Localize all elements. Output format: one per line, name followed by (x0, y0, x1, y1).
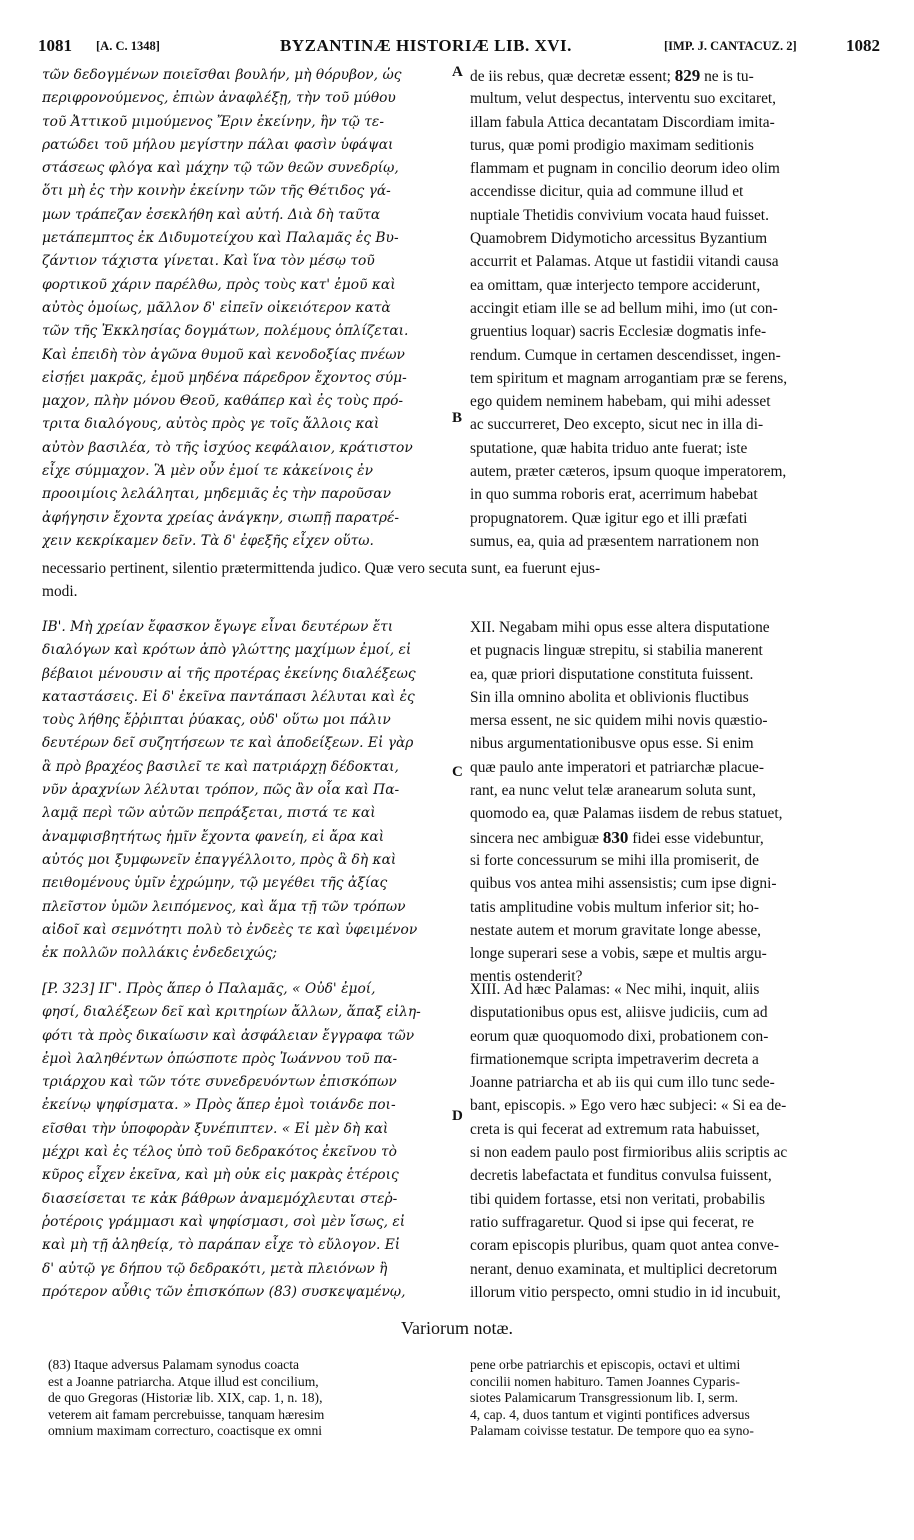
latin-line: bant, episcopis. » Ego vero hæc subjeci: « Si ea de- (470, 1097, 787, 1115)
page-number-left: 1081 (38, 36, 72, 55)
latin-line: ac succurreret, Deo excepto, sicut nec in illa di- (470, 416, 764, 434)
greek-column-section-3 (42, 978, 447, 1304)
latin-line: mersa essent, ne sic quidem mihi novis quæstio- (470, 712, 768, 730)
latin-line: disputationibus opus est, aliisve judiciis, cum ad (470, 1004, 768, 1022)
greek-line: ἀφήγησιν ἔχοντα χρείας ἀνάγκην, σιωπῇ παρατρέ- (42, 509, 400, 526)
greek-line: φορτικοῦ χάριν παρέλθω, πρὸς τοὺς κατ' ἐμοῦ καὶ (42, 276, 396, 293)
latin-line: nuptiale Thetidis convivium vocata haud fuisset. (470, 206, 769, 224)
note-line: (83) Itaque adversus Palamam synodus coacta (48, 1357, 300, 1372)
greek-line: αὐτός μοι ξυμφωνεῖν ἐπαγγέλλοιτο, πρὸς ἃ δὴ καὶ (42, 851, 397, 868)
latin-line: si forte concessurum se mihi illa promiserit, de (470, 851, 759, 869)
section-marker-b: B (452, 410, 463, 426)
greek-line: διασείσεται τε κἀκ βάθρων ἀναμεμόχλευται στεῤ- (42, 1190, 398, 1207)
latin-text: fidei esse videbuntur, (632, 829, 764, 847)
latin-text: de iis rebus, quæ decretæ essent; (470, 68, 671, 85)
page-title: BYZANTINÆ HISTORIÆ LIB. XVI. (280, 36, 572, 55)
notes-heading: Variorum notæ. (401, 1318, 513, 1338)
latin-line: flammam et pugnam in concilio deorum ideo olim (470, 160, 780, 178)
greek-line: μων τράπεζαν ἐσεκλήθη καὶ αὐτή. Διὰ δὴ ταῦτα (42, 206, 381, 223)
latin-line: nerant, denuo examinata, et multiplici decretorum (470, 1260, 778, 1278)
latin-line: longe superari sese a vobis, sæpe et multis argu- (470, 945, 767, 963)
greek-line: πειθομένους ὑμῖν ἐχρώμην, τῷ μεγέθει τῆς ἀξίας (42, 875, 388, 892)
column-number: 829 (674, 66, 701, 85)
greek-line: καὶ μὴ τῇ ἀληθείᾳ, τὸ παράπαν εἶχε τὸ εὔλογον. Εἰ (42, 1237, 401, 1254)
note-line: de quo Gregoras (Historiæ lib. XIX, cap. 1, n. 18), (48, 1390, 323, 1405)
latin-line: quomodo ea, quæ Palamas iisdem de rebus statuet, (470, 805, 783, 823)
note-line: Palamam coivisse testatur. De tempore quo ea syno- (470, 1423, 754, 1438)
latin-line: Sin illa omnino abolita et oblivionis fluctibus (470, 688, 749, 706)
latin-line: autem, præter cæteros, ipsum quoque imperatorem, (470, 463, 787, 481)
latin-line: nestate autem et morum gravitate longe abesse, (470, 921, 762, 939)
latin-line: in quo summa roboris erat, acerrimum habebat (470, 486, 758, 504)
greek-line: ὅτι μὴ ἐς τὴν κοινὴν ἐκείνην τῶν τῆς Θέτιδος γά- (42, 183, 391, 200)
latin-line: tem spiritum et magnam arrogantiam præ se ferens, (470, 369, 788, 387)
note-line: 4, cap. 4, duos tantum et viginti pontifices adversus (470, 1406, 750, 1422)
greek-line: αὐτὸν βασιλέα, τὸ τῆς ἰσχύος κεφάλαιον, κράτιστον (42, 439, 413, 456)
notes-right-column (470, 1357, 880, 1440)
greek-line: βέβαιοι μένουσιν αἱ τῆς προτέρας ἐκείνης διαλέξεως (42, 665, 416, 682)
latin-line: rendum. Cumque in certamen descendisset, ingen- (470, 346, 781, 364)
note-line: omnium maximam correcturo, coactisque ex omni (48, 1423, 323, 1438)
greek-line: διαλόγων καὶ κρότων ἀπὸ γλώττης μαχίμων ἐμοί, εἰ (42, 642, 412, 659)
latin-line: ego quidem neminem habebam, qui mihi adesset (470, 393, 771, 411)
note-line: siotes Palamicarum Transgressionum lib. I, serm. (470, 1390, 739, 1405)
full-width-line: modi. (42, 583, 78, 600)
section-marker-a: A (452, 64, 463, 80)
latin-line: tibi quidem fortasse, etsi non veritati, probabilis (470, 1190, 765, 1208)
greek-line: καταστάσεις. Εἰ δ' ἐκεῖνα παντάπασι λέλυται καὶ ἐς (42, 688, 415, 705)
latin-column-section-2 (470, 616, 880, 989)
latin-line: mentis ostenderit? (470, 968, 583, 986)
greek-line: τῶν δεδογμένων ποιεῖσθαι βουλήν, μὴ θόρυβον, ὡς (42, 67, 402, 83)
latin-line: ratio suffragaretur. Quod si ipse qui fecerat, re (470, 1213, 754, 1231)
greek-line: τοὺς λήθης ἔῤῥιπται ῥύακας, οὐδ' οὕτω μοι πάλιν (42, 712, 391, 729)
latin-column-section-3 (470, 978, 880, 1304)
latin-line (470, 826, 880, 849)
greek-line: ἐκ πολλῶν πολλάκις ἐνδεδειχώς; (42, 945, 278, 962)
note-line: concilii nomen habituro. Tamen Joannes Cyparis- (470, 1373, 740, 1389)
greek-line: αὐτὸς ὁμοίως, μᾶλλον δ' εἰπεῖν οἰκειότερον κατὰ (42, 299, 391, 316)
latin-line: ea, quæ priori disputatione constituta fuissent. (470, 665, 754, 683)
latin-line: illam fabula Attica decantatam Discordiam imita- (470, 113, 775, 131)
latin-line: accendisse dicitur, quia ad commune illud et (470, 183, 744, 201)
latin-line: Quamobrem Didymoticho arcessitus Byzantium (470, 230, 768, 248)
greek-line: μαχον, πλὴν μόνου Θεοῦ, καθάπερ καὶ ἐς τοὺς πρό- (42, 393, 404, 410)
greek-line: [P. 323] ΙΓ'. Πρὸς ἅπερ ὁ Παλαμᾶς, « Οὐδ' ἐμοί, (42, 981, 376, 997)
greek-line: εἰσῄει μακρᾶς, ἐμοῦ μηδένα πάρεδρον ἔχοντος σύμ- (42, 369, 407, 386)
latin-text: ne is tu- (704, 68, 754, 85)
note-line: pene orbe patriarchis et episcopis, octavi et ultimi (470, 1357, 741, 1372)
full-width-line: necessario pertinent, silentio prætermittenda judico. Quæ vero secuta sunt, ea fuerunt ejus- (42, 560, 601, 577)
latin-line: multum, velut despectus, interventu suo excitaret, (470, 90, 777, 108)
latin-line: quæ paulo ante imperatori et patriarchæ placue- (470, 758, 765, 776)
page-number-right: 1082 (846, 36, 880, 55)
latin-line: nibus argumentationibusve opus esse. Si enim (470, 735, 754, 753)
greek-line: ρατώδει τοῦ μήλου μεγίστην πάλαι φασὶν ὑφάψαι (42, 136, 394, 153)
greek-line: ῥοτέροις γράμμασι καὶ ψηφίσμασι, σοὶ μὲν ἴσως, εἰ (42, 1213, 406, 1230)
note-line: est a Joanne patriarcha. Atque illud est concilium, (48, 1373, 319, 1389)
latin-line: et pugnacis linguæ strepitu, si stabilia manerent (470, 642, 763, 660)
greek-line: μέχρι καὶ ἐς τέλος ὑπὸ τοῦ δεδρακότος ἐκεῖνου τὸ (42, 1144, 397, 1161)
section-marker-d: D (452, 1108, 463, 1124)
greek-line: τριτα διαλόγους, αὐτὸς πρὸς γε τοῖς ἄλλοις καὶ (42, 416, 380, 433)
greek-line: περιφρονούμενος, ἐπιὼν ἀναφλέξῃ, τὴν τοῦ μύθου (42, 90, 396, 107)
greek-line: ἃ πρὸ βραχέος βασιλεῖ τε καὶ πατριάρχῃ δέδοκται, (42, 758, 399, 775)
greek-line: φησί, διαλέξεων δεῖ καὶ κριτηρίων ἄλλων, ἅπαξ εἰλη- (42, 1004, 421, 1021)
latin-column-section-1 (470, 64, 880, 553)
greek-line: αἰδοῖ καὶ σεμνότητι πολὺ τὸ ἐνδεὲς τε καὶ ὑφειμένον (42, 921, 418, 938)
latin-line: firmationemque scripta impetraverim decreta a (470, 1050, 759, 1068)
greek-line: ἐμοὶ λαληθέντων ὁπώσποτε πρὸς Ἰωάννου τοῦ πα- (42, 1050, 398, 1067)
latin-line: accurrit et Palamas. Atque ut fastidii vitandi causa (470, 253, 779, 271)
greek-line: μετάπεμπτος ἐκ Διδυμοτείχου καὶ Παλαμᾶς ἐς Βυ- (42, 230, 399, 247)
latin-line: XII. Negabam mihi opus esse altera disputatione (470, 619, 770, 636)
latin-line: Joanne patriarcha et ab iis qui cum illo tunc sede- (470, 1074, 775, 1092)
latin-line: rant, ea nunc velut telæ aranearum soluta sunt, (470, 782, 756, 800)
latin-line: quibus vos antea mihi assensistis; cum ipse digni- (470, 875, 777, 893)
greek-line: λαμᾷ περὶ τῶν αὐτῶν πεπράξεται, πιστά τε καὶ (42, 805, 376, 822)
column-number: 830 (602, 827, 629, 847)
greek-line: τριάρχου καὶ τῶν τότε συνεδρευόντων ἐπισκόπων (42, 1074, 397, 1091)
latin-line: si non eadem paulo post firmioribus aliis scriptis ac (470, 1144, 788, 1162)
greek-line: δ' αὐτῷ γε δήπου τῷ δεδρακότι, μετὰ πλειόνων ἢ (42, 1260, 388, 1277)
latin-line: accingit etiam ille se ad bellum mihi, imo (ut con- (470, 299, 778, 317)
greek-line: προοιμίοις λελάληται, μηδεμιᾶς ἐς τὴν παροῦσαν (42, 486, 392, 503)
greek-line: ἐκείνῳ ψηφίσματα. » Πρὸς ἅπερ ἐμοὶ τοιάνδε ποι- (42, 1097, 396, 1114)
greek-line: χειν κεκρίκαμεν δεῖν. Τὰ δ' ἐφεξῆς εἶχεν οὕτω. (42, 532, 374, 549)
greek-line: φότι τὰ πρὸς δικαίωσιν καὶ ἀσφάλειαν ἔγγραφα τῶν (42, 1027, 415, 1044)
greek-line: εἶχε σύμμαχον. Ἃ μὲν οὖν ἐμοί τε κἀκείνοις ἐν (42, 463, 373, 480)
greek-line: δευτέρων δεῖ συζητήσεων τε καὶ ἀποδείξεων. Εἰ γὰρ (42, 735, 414, 752)
greek-column-section-1 (42, 64, 447, 553)
greek-line: στάσεως φλόγα καὶ μάχην τῷ τῶν θεῶν συνεδρίῳ, (42, 160, 399, 177)
latin-line: illorum vitio perspecto, omni studio in id incubuit, (470, 1283, 781, 1301)
greek-line: τοῦ Ἀττικοῦ μιμούμενος Ἔριν ἐκείνην, ἣν τῷ τε- (42, 113, 384, 130)
greek-column-section-2 (42, 616, 447, 965)
year-tag: [A. C. 1348] (96, 39, 160, 53)
greek-line: Καὶ ἐπειδὴ τὸν ἀγῶνα θυμοῦ καὶ κενοδοξίας πνέων (42, 346, 405, 363)
latin-line (470, 64, 880, 87)
latin-line: ea omittam, quæ interjecto tempore acciderunt, (470, 276, 761, 294)
latin-line: turus, quæ pomi prodigio maximam seditionis (470, 136, 754, 154)
greek-line: πρότερον αὖθις τῶν ἐπισκόπων (83) συσκεψαμένῳ, (42, 1283, 406, 1300)
notes-left-column (48, 1357, 452, 1440)
greek-line: πλεῖστον ὑμῶν λειπόμενος, καὶ ἅμα τῇ τῶν τρόπων (42, 898, 406, 915)
greek-line: τῶν τῆς Ἐκκλησίας δογμάτων, πολέμους ὁπλίζεται. (42, 323, 409, 340)
greek-line: ζάντιον τάχιστα γίνεται. Καὶ ἵνα τὸν μέσῳ τοῦ (42, 253, 375, 270)
latin-line: propugnatorem. Quæ igitur ego et illi præfati (470, 509, 748, 527)
section-marker-c: C (452, 764, 463, 780)
latin-line: sumus, ea, quia ad præsentem narrationem non (470, 532, 759, 550)
latin-line: coram episcopis pluribus, quam quot antea conve- (470, 1237, 780, 1255)
greek-line: ΙΒ'. Μὴ χρείαν ἔφασκον ἔγωγε εἶναι δευτέρων ἔτι (42, 619, 394, 635)
greek-line: νῦν ἀραχνίων λέλυται τρόπον, πῶς ἂν οἷα καὶ Πα- (42, 782, 400, 799)
latin-line: sputatione, quæ habita triduo ante fuerat; iste (470, 439, 748, 457)
note-line: veterem ait famam percrebuisse, tanquam hæresim (48, 1406, 325, 1422)
running-header (38, 36, 880, 60)
emperor-tag: [IMP. J. CANTACUZ. 2] (664, 39, 797, 53)
latin-text: sincera nec ambiguæ (470, 829, 600, 847)
latin-line: creta is qui fecerat ad extremum rata habuisset, (470, 1120, 760, 1138)
latin-line: XIII. Ad hæc Palamas: « Nec mihi, inquit, aliis (470, 981, 760, 998)
latin-line: eorum quæ quoquomodo dixi, probationem con- (470, 1027, 769, 1045)
greek-line: ἀναμφισβητήτως ἡμῖν ἔχοντα φανείη, εἰ ἄρα καὶ (42, 828, 385, 845)
greek-line: κῦρος εἶχεν ἐκεῖνα, καὶ μὴ οὐκ εἰς μακρὰς ἑτέροις (42, 1167, 399, 1184)
latin-line: decretis labefactata et funditus convulsa fuissent, (470, 1167, 772, 1185)
latin-line: tatis amplitudine vobis multum inferior sit; ho- (470, 898, 759, 916)
latin-line: gruentius loquar) sacris Ecclesiæ dogmatis infe- (470, 323, 767, 341)
greek-line: εῖσθαι τὴν ὑποφορὰν ξυνέπιπτεν. « Εἰ μὲν δὴ καὶ (42, 1120, 389, 1137)
